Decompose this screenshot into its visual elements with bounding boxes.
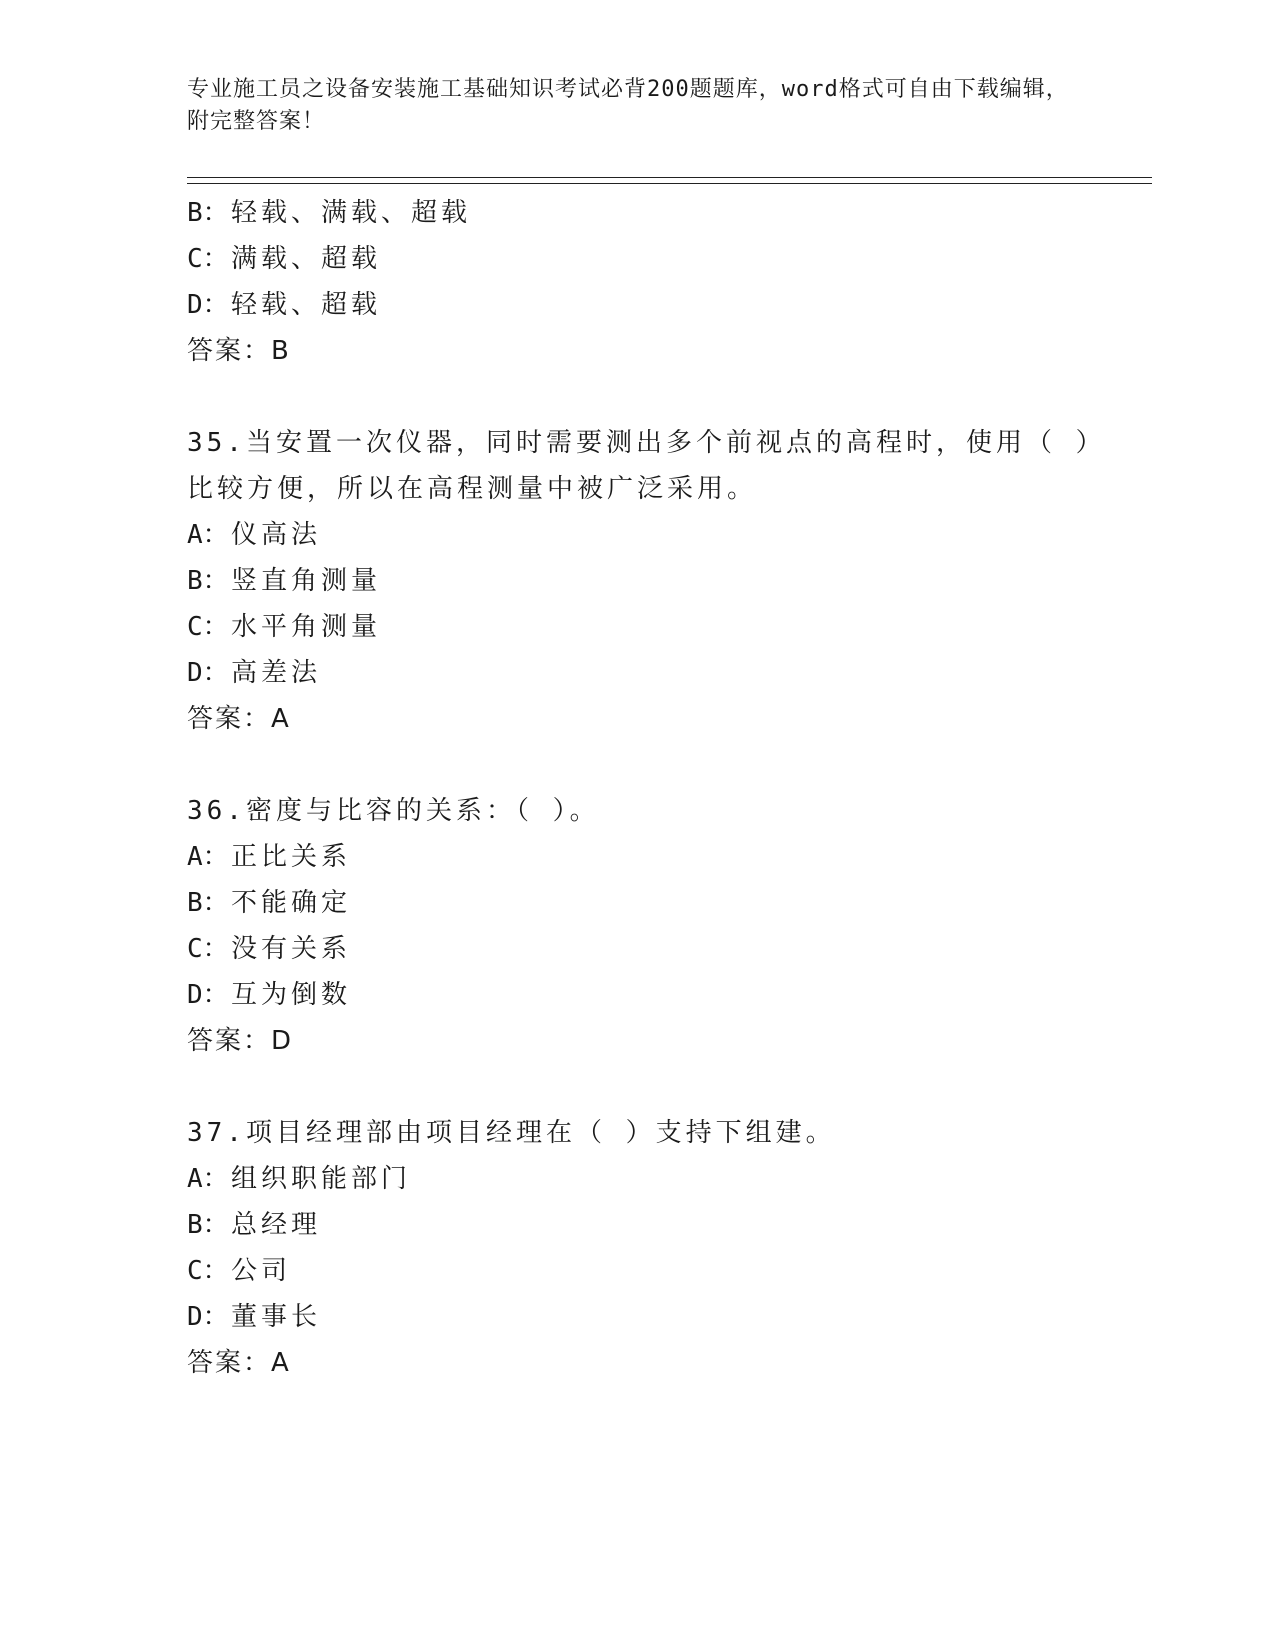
option-d: D：董事长 [187, 1302, 322, 1332]
option-d: D：轻载、超载 [187, 290, 382, 320]
question-37 [187, 1110, 1117, 1386]
header-rule-bottom [187, 183, 1152, 184]
document-header: 专业施工员之设备安装施工基础知识考试必背200题题库，word格式可自由下载编辑，附完整答案！ [187, 77, 1069, 134]
option-c: C：满载、超载 [187, 244, 382, 274]
question-stem: 36.密度与比容的关系：（ ）。 [187, 796, 600, 826]
question-stem-cont: 比较方便，所以在高程测量中被广泛采用。 [187, 474, 758, 504]
option-a: A：仪高法 [187, 520, 322, 550]
answer-line: 答案：A [187, 704, 291, 734]
document-body [187, 190, 1117, 1386]
option-c: C：没有关系 [187, 934, 352, 964]
option-b: B：不能确定 [187, 888, 352, 918]
question-stem: 37.项目经理部由项目经理在（ ）支持下组建。 [187, 1118, 836, 1148]
option-c: C：水平角测量 [187, 612, 382, 642]
option-d: D：互为倒数 [187, 980, 352, 1010]
option-a: A：组织职能部门 [187, 1164, 412, 1194]
answer-line: 答案：A [187, 1348, 291, 1378]
header-rule-top [187, 177, 1152, 178]
option-b: B：竖直角测量 [187, 566, 382, 596]
question-35 [187, 420, 1117, 742]
question-36 [187, 788, 1117, 1064]
answer-line: 答案：B [187, 336, 291, 366]
option-b: B：轻载、满载、超载 [187, 198, 472, 228]
question-continued [187, 190, 1117, 374]
option-a: A：正比关系 [187, 842, 352, 872]
answer-line: 答案：D [187, 1026, 294, 1056]
option-c: C：公司 [187, 1256, 292, 1286]
option-b: B：总经理 [187, 1210, 322, 1240]
question-stem: 35.当安置一次仪器，同时需要测出多个前视点的高程时，使用（ ） [187, 428, 1106, 458]
option-d: D：高差法 [187, 658, 322, 688]
